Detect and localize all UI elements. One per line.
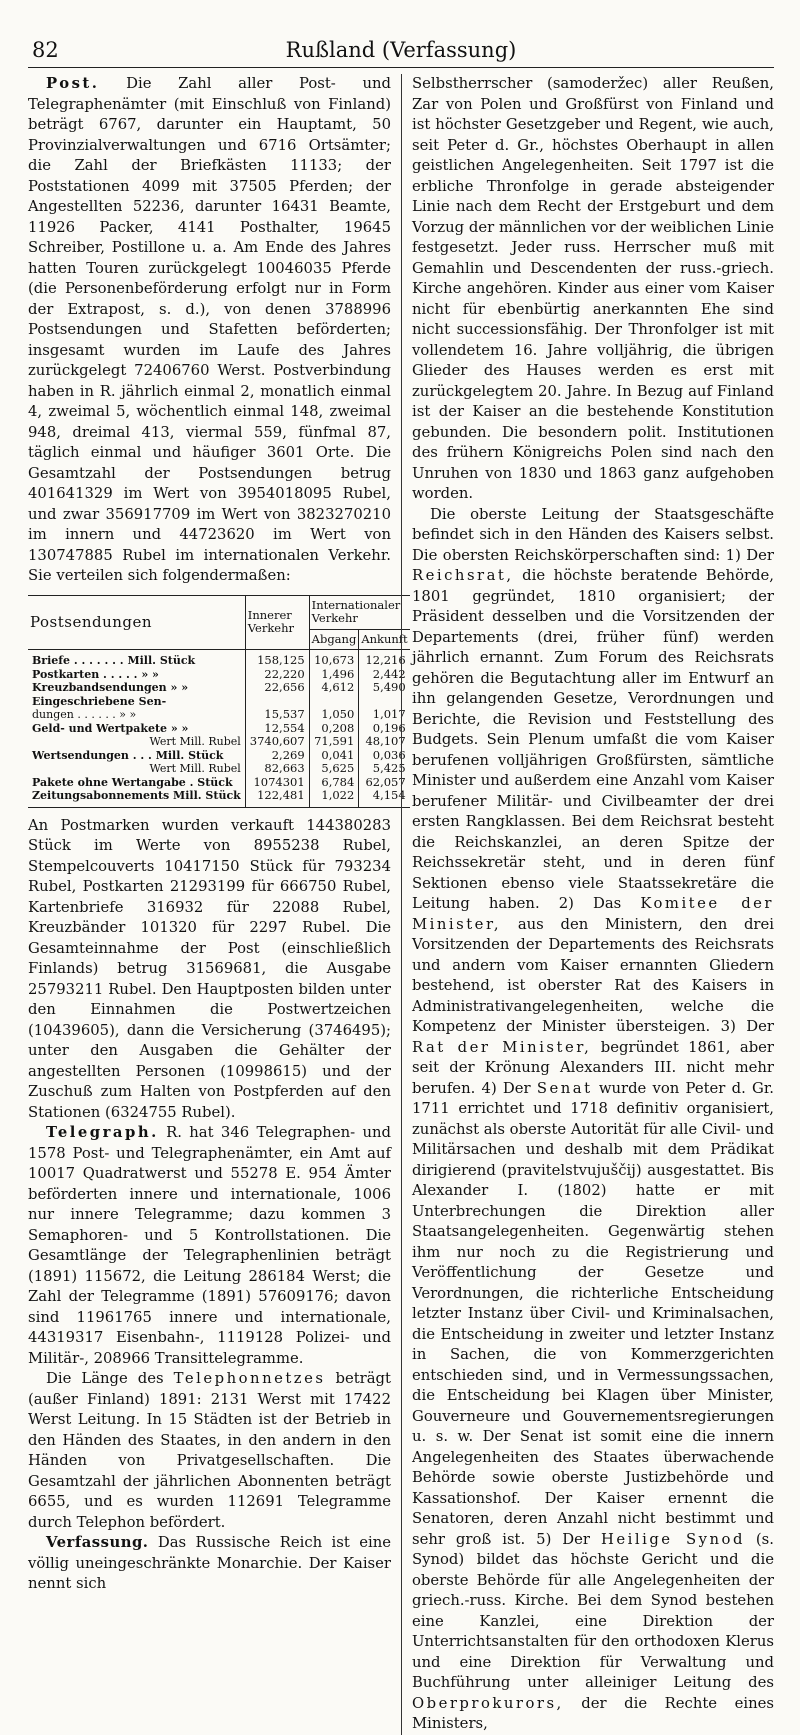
table-cell-label: Postkarten . . . . . » » <box>28 668 245 682</box>
postal-statistics-table <box>28 595 410 808</box>
paragraph-verfassung <box>28 1533 391 1595</box>
table-cell-label: dungen . . . . . . » » <box>28 708 245 722</box>
table-row <box>28 735 410 749</box>
table-cell-inner: 22,656 <box>245 681 309 695</box>
text-columns <box>28 74 774 1735</box>
table-row <box>28 722 410 736</box>
table-cell-abgang: 10,673 <box>309 650 359 668</box>
table-cell-ankunft: 5,490 <box>372 680 406 694</box>
table-row <box>28 708 410 722</box>
telegraph-text: R. hat 346 Telegraphen- und 1578 Post- und Telegraphenämter, ein Amt auf 10017 Quadratwerst und 55278 E. 954 Ämter beförderten innere und internationale, 1006 nur innere Telegramme; dazu kommen 3 Semaphoren- und 5 Kontrollstationen. Die Gesamtlänge der Telegraphenlinien beträgt (1891) 115672, die Leitung 286184 Werst; die Zahl der Telegramme (1891) 57609176; davon sind 11961765 innere und internationale, 44319317 Eisenbahn-, 1119128 Polizei- und Militär-, 208966 Transittelegramme. <box>28 1124 391 1367</box>
table-row <box>28 749 410 763</box>
table-cell-ankunft: 48,107 <box>365 734 406 748</box>
table-cell-ankunft: 1,017 <box>372 707 406 721</box>
table-header-ankunft: Ankunft <box>359 629 410 650</box>
table-row <box>28 695 410 709</box>
table-cell-abgang: 6,784 <box>309 776 359 790</box>
section-head-post: Post. <box>46 75 100 92</box>
table-cell-abgang: 0,208 <box>309 722 359 736</box>
table-header-abgang: Abgang <box>309 629 359 650</box>
right-column <box>401 74 774 1735</box>
table-row <box>28 789 410 807</box>
table-cell-label: Wert Mill. Rubel <box>28 762 245 776</box>
term-rat-minister: Rat der Minister, <box>412 1038 592 1056</box>
telephon-intro: Die Länge des <box>46 1370 164 1387</box>
table-cell-abgang: 1,496 <box>309 668 359 682</box>
left-column <box>28 74 408 1735</box>
table-cell-abgang: 1,050 <box>309 708 359 722</box>
term-senat: Senat <box>536 1079 593 1097</box>
table-cell-ankunft: 12,216 <box>365 653 406 667</box>
table-row <box>28 776 410 790</box>
table-cell-abgang: 4,612 <box>309 681 359 695</box>
section-head-telegraph: Telegraph. <box>46 1124 159 1141</box>
table-cell-label: Geld- und Wertpakete » » <box>28 722 245 736</box>
section-head-verfassung: Verfassung. <box>46 1534 149 1551</box>
table-body <box>28 650 410 808</box>
text-segment: der die Rechte eines Ministers, <box>412 1694 774 1732</box>
table-row <box>28 762 410 776</box>
paragraph-telegraph <box>28 1123 391 1369</box>
table-cell-inner: 158,125 <box>245 650 309 668</box>
table-cell-ankunft: 0,196 <box>372 720 406 735</box>
table-header-postsendungen: Postsendungen <box>28 595 245 650</box>
table-row <box>28 668 410 682</box>
table-row <box>28 681 410 695</box>
table-cell-ankunft: 5,425 <box>372 761 406 775</box>
term-oberprokuror: Oberprokurors, <box>412 1694 564 1712</box>
text-segment: (s. Synod) bildet das höchste Gericht und die oberste Behörde für alle Angelegenheiten der griech.-russ. Kirche. Bei dem Synod bestehen eine Kanzlei, eine Direktion der Unterrichtsanstalten für den orthodoxen Klerus und eine Direktion für Verwaltung und Buchführung unter alleiniger Leitung des <box>412 1530 774 1691</box>
paragraph-selbstherrscher: Selbstherrscher (samoderžec) aller Reußen, Zar von Polen und Großfürst von Finland und ist höchster Gesetzgeber und Regent, wie auch, seit Peter d. Gr., höchstes Oberhaupt in allen geistlichen Angelegenheiten. Seit 1797 ist die erbliche Thronfolge in gerade absteigender Linie nach dem Recht der Erstgeburt und dem Vorzug der männlichen vor der weiblichen Linie festgesetzt. Jeder russ. Herrscher muß mit Gemahlin und Descendenten der russ.-griech. Kirche angehören. Kinder aus einer vom Kaiser nicht für ebenbürtig anerkannten Ehe sind nicht successionsfähig. Der Thronfolger ist mit vollendetem 16. Jahre volljährig, die übrigen Glieder des Hauses werden es erst mit zurückgelegtem 20. Jahre. In Bezug auf Finland ist der Kaiser an die bestehende Konstitution gebunden. Die besondern polit. Institutionen des frühern Königreichs Polen sind nach den Unruhen von 1830 und 1863 ganz aufgehoben worden. <box>412 75 774 502</box>
paragraph-post <box>28 74 391 587</box>
table-cell-abgang: 71,591 <box>309 735 359 749</box>
table-cell-abgang: 0,041 <box>309 749 359 763</box>
table-cell-inner: 2,269 <box>245 749 309 763</box>
table-cell-ankunft: 0,036 <box>372 747 406 762</box>
verfassung-text: Das Russische Reich ist eine völlig uneingeschränkte Monarchie. Der Kaiser nennt sich <box>28 1534 391 1592</box>
table-cell-abgang: 1,022 <box>309 789 359 807</box>
table-cell-ankunft: 4,154 <box>372 788 406 802</box>
telephon-term: Telephonnetzes <box>173 1370 326 1387</box>
table-row <box>28 650 410 668</box>
table-cell-label: Wertsendungen . . . Mill. Stück <box>28 749 245 763</box>
table-cell-label: Kreuzbandsendungen » » <box>28 681 245 695</box>
table-cell-abgang <box>309 695 359 709</box>
table-cell-inner: 1074301 <box>245 776 309 790</box>
table-cell-inner: 3740,607 <box>245 735 309 749</box>
table-cell-inner: 15,537 <box>245 708 309 722</box>
table-cell-inner: 82,663 <box>245 762 309 776</box>
text-segment: begründet 1861, aber seit der Krönung Alexanders III. nicht mehr berufen. 4) Der <box>412 1038 774 1097</box>
text-segment: Die oberste Leitung der Staatsgeschäfte befindet sich in den Händen des Kaisers selbst. Die obersten Reichskörperschaften sind: 1) Der <box>412 505 774 564</box>
table-cell-ankunft: 2,442 <box>372 666 406 681</box>
table-cell-inner: 12,554 <box>245 722 309 736</box>
paragraph-postmarken: An Postmarken wurden verkauft 144380283 Stück im Werte von 8955238 Rubel, Stempelcouverts 10417150 Stück für 793234 Rubel, Postkarten 21293199 für 666750 Rubel, Kartenbriefe 316932 für 22088 Rubel, Kreuzbänder 101320 für 2297 Rubel. Die Gesamteinnahme der Post (einschließlich Finlands) betrug 31569681, die Ausgabe 25793211 Rubel. Den Hauptposten bilden unter den Einnahmen die Postwertzeichen (10439605), dann die Versicherung (3746495); unter den Ausgaben die Gehälter der angestellten Personen (10998615) und der Zuschuß zum Halten von Postpferden auf den Stationen (6324755 Rubel). <box>28 816 391 1121</box>
table-cell-label: Pakete ohne Wertangabe . Stück <box>28 776 245 790</box>
term-synod: Heilige Synod <box>600 1530 745 1548</box>
table-cell-inner: 122,481 <box>245 789 309 807</box>
table-cell-label: Wert Mill. Rubel <box>28 735 245 749</box>
paragraph-telephon <box>28 1369 391 1533</box>
page-header <box>28 34 774 68</box>
table-cell-label: Eingeschriebene Sen- <box>28 695 245 709</box>
page-number: 82 <box>32 38 59 62</box>
paragraph-staatsgeschaefte <box>412 505 774 1735</box>
table-cell-label: Briefe . . . . . . . Mill. Stück <box>28 650 245 668</box>
telephon-text: beträgt (außer Finland) 1891: 2131 Werst mit 17422 Werst Leitung. In 15 Städten ist der Betrieb in den Händen des Staates, in den andern in den Händen von Privatgesellschaften. Die Gesamtzahl der jährlichen Abonnenten beträgt 6655, und es wurden 112691 Telegramme durch Telephon befördert. <box>28 1370 391 1531</box>
table-header-inner: Innerer Verkehr <box>245 595 309 650</box>
text-segment: die höchste beratende Behörde, 1801 gegründet, 1810 organisiert; der Präsident desselben und die Vorsitzenden der Departements (drei, früher fünf) werden jährlich ernannt. Zum Forum des Reichsrats gehören die Begutachtung aller im Entwurf an ihn gelangenden Gesetze, Verordnungen und Berichte, die Revision und Feststellung des Budgets. Sein Plenum umfaßt die vom Kaiser berufenen volljährigen Großfürsten, sämtliche Minister und außerdem eine Anzahl vom Kaiser berufener Militär- und Civilbeamter der drei ersten Rangklassen. Bei dem Reichsrat besteht die Reichskanzlei, an deren Spitze der Reichssekretär steht, und in deren fünf Sektionen ebenso viele Staatssekretäre die Leitung haben. 2) Das <box>412 567 774 912</box>
post-text: Die Zahl aller Post- und Telegraphenämter (mit Einschluß von Finland) beträgt 6767, darunter ein Hauptamt, 50 Provinzialverwaltungen und 6716 Ortsämter; die Zahl der Briefkästen 11133; der Poststationen 4099 mit 37505 Pferden; der Angestellten 52236, darunter 16431 Beamte, 11926 Packer, 4141 Posthalter, 19645 Schreiber, Postillone u. a. Am Ende des Jahres hatten Touren zurückgelegt 10046035 Pferde (die Personenbeförderung erfolgt nur in Form der Extrapost, s. d.), von denen 3788996 Postsendungen und Stafetten beförderten; insgesamt wurden im Laufe des Jahres zurückgelegt 72406760 Werst. Postverbindung haben in R. jährlich einmal 2, monatlich einmal 4, zweimal 5, wöchentlich einmal 148, zweimal 948, dreimal 413, viermal 559, fünfmal 87, täglich einmal und häufiger 3601 Orte. Die Gesamtzahl der Postsendungen betrug 401641329 im Wert von 3954018095 Rubel, und zwar 356917709 im Wert von 3823270210 im innern und 44723620 im Wert von 130747885 Rubel im internationalen Verkehr. Sie verteilen sich folgendermaßen: <box>28 75 391 584</box>
text-segment: aus den Ministern, den drei Vorsitzenden der Departements des Reichsrats und andern vom Kaiser ernannten Gliedern bestehend, ist oberster Rat des Kaisers in Administrativangelegenheiten, welche die Kompetenz der Minister übersteigen. 3) Der <box>412 915 774 1035</box>
term-reichsrat: Reichsrat, <box>412 567 514 584</box>
term-komitee: Komitee der Minister, <box>412 895 774 933</box>
table-cell-inner: 22,220 <box>245 668 309 682</box>
text-segment: wurde von Peter d. Gr. 1711 errichtet und 1718 definitiv organisiert, zunächst als oberste Autorität für alle Civil- und Militärsachen und deshalb mit dem Prädikat dirigierend (pravitelstvujuščij) ausgestattet. Bis Alexander I. (1802) hatte er mit Unterbrechungen die Direktion aller Staatsangelegenheiten. Gegenwärtig stehen ihm nur noch zu die Registrierung und Veröffentlichung der Gesetze und Verordnungen, die richterliche Entscheidung letzter Instanz über Civil- und Kriminalsachen, die Entscheidung in zweiter und letzter Instanz in Sachen, die von Kommerzgerichten entschieden sind, und in Vermessungssachen, die Entscheidung bei Klagen über Minister, Gouverneure und Gouvernementsregierungen u. s. w. Der Senat ist somit eine die innern Angelegenheiten des Staates überwachende Behörde sowie oberste Justizbehörde und Kassationshof. Der Kaiser ernennt die Senatoren, deren Anzahl nicht bestimmt und sehr groß ist. 5) Der <box>412 1079 774 1548</box>
page-title: Rußland (Verfassung) <box>285 38 517 62</box>
table-cell-label: Zeitungsabonnements Mill. Stück <box>28 789 245 807</box>
table-cell-ankunft: 62,057 <box>365 774 406 789</box>
table-cell-abgang: 5,625 <box>309 762 359 776</box>
table-cell-inner <box>245 695 309 709</box>
table-header-international: Internationaler Verkehr <box>309 595 410 629</box>
